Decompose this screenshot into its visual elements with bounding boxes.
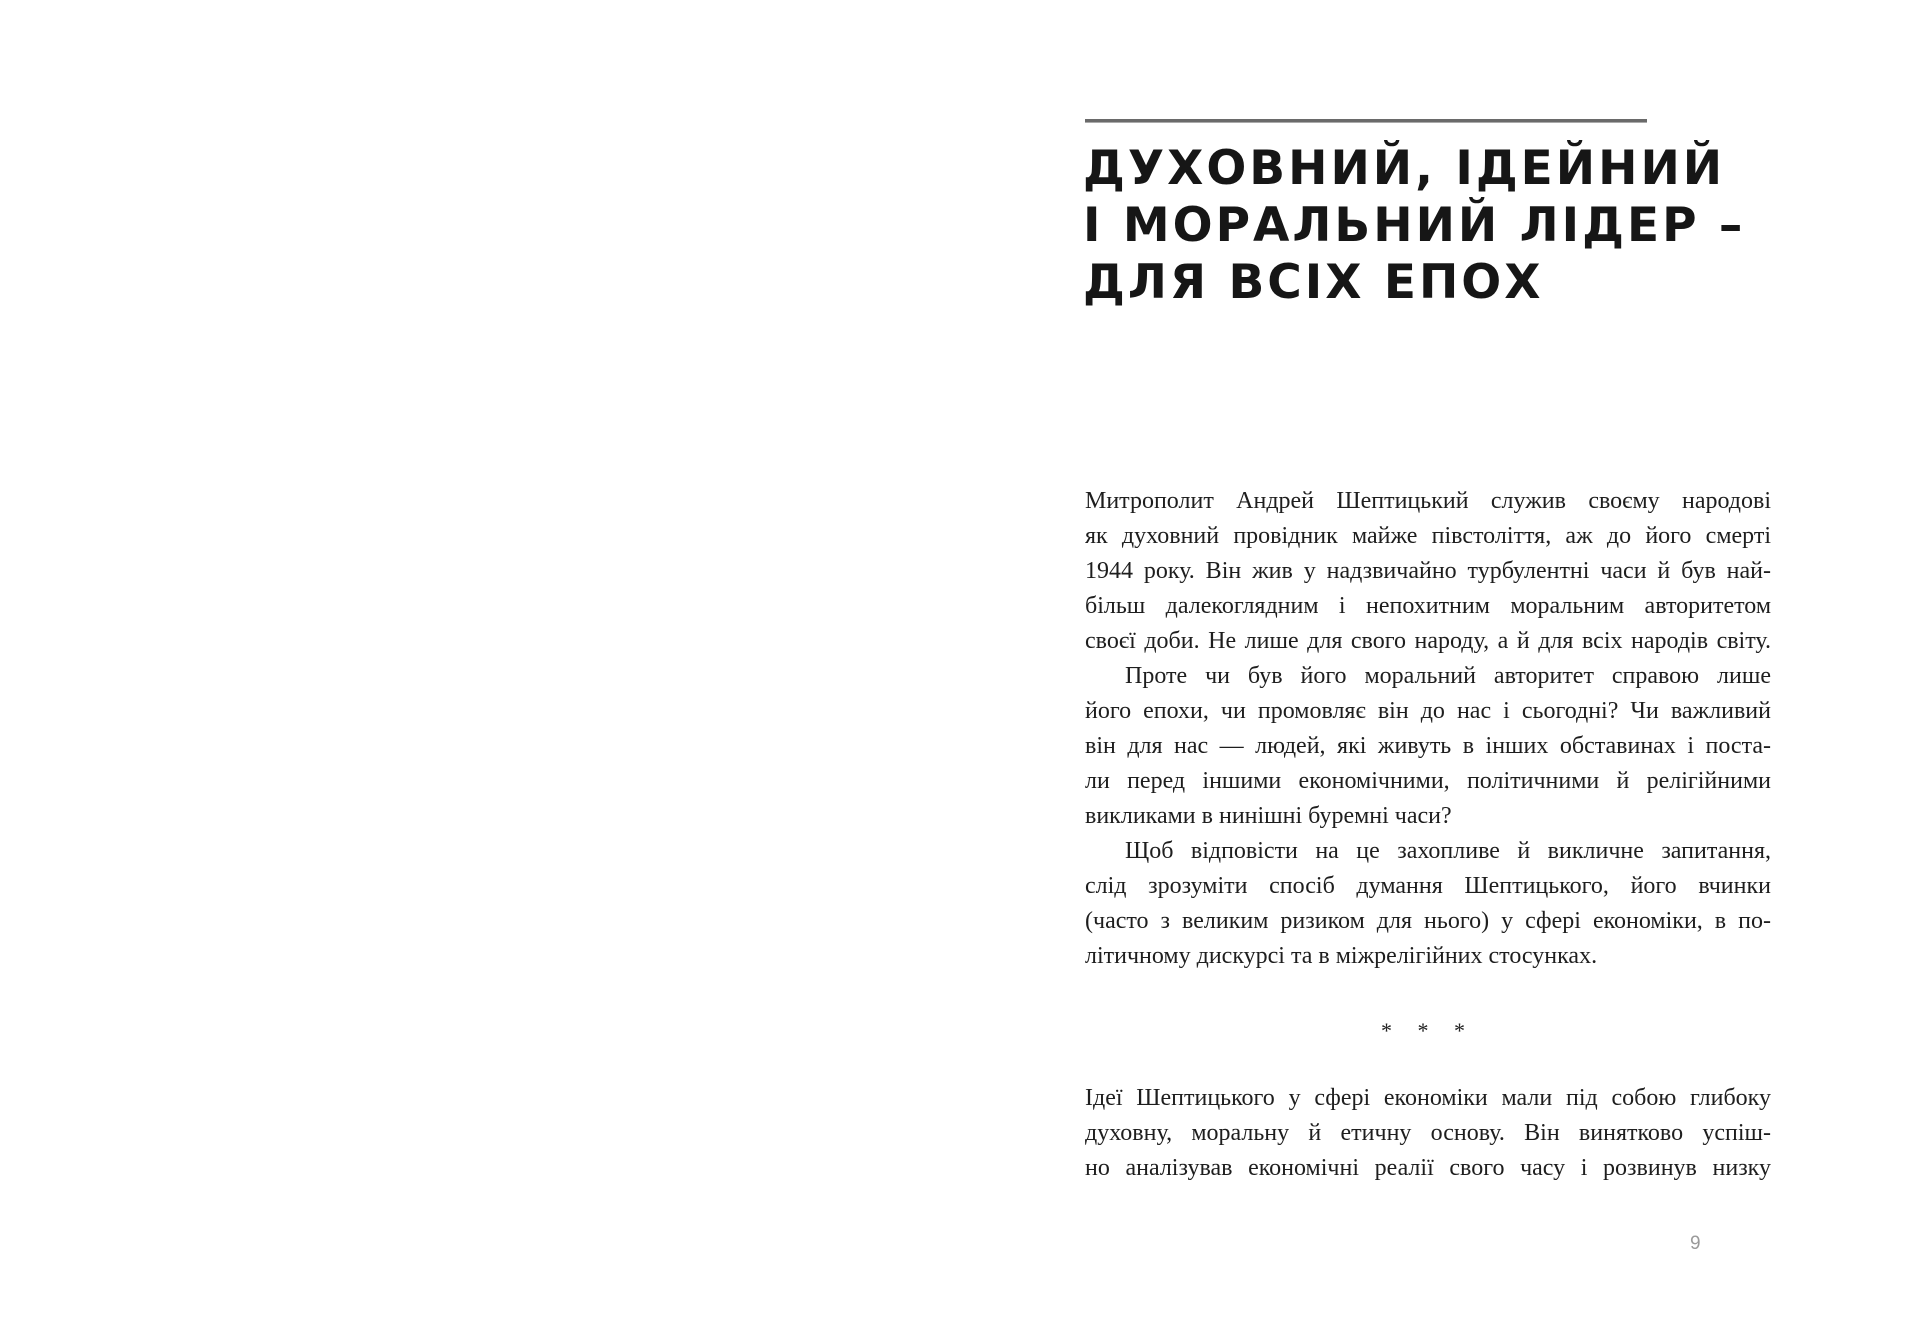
text-line: як духовний провідник майже півстоліття, аж до його смерті (1085, 523, 1771, 549)
text-line: Ідеї Шептицького у сфері економіки мали під собою глибоку (1085, 1085, 1771, 1111)
text-line: Проте чи був його моральний авторитет справою лише (1125, 663, 1771, 689)
text-line: його епохи, чи промовляє він до нас і сьогодні? Чи важливий (1085, 698, 1771, 724)
body-text-section-1 (1085, 484, 1771, 974)
text-line: 1944 року. Він жив у надзвичайно турбулентні часи й був най- (1085, 558, 1771, 584)
section-separator: * * * (1381, 1018, 1475, 1043)
text-line: більш далекоглядним і непохитним моральним авторитетом (1085, 593, 1771, 619)
chapter-title (1083, 140, 1843, 311)
heading-rule (1085, 119, 1647, 123)
text-line: слід зрозуміти спосіб думання Шептицького, його вчинки (1085, 873, 1771, 899)
text-line: ли перед іншими економічними, політичними й релігійними (1085, 768, 1771, 794)
text-line: літичному дискурсі та в міжрелігійних стосунках. (1085, 943, 1598, 969)
text-line: викликами в нинішні буремні часи? (1085, 803, 1452, 829)
body-text-section-2 (1085, 1081, 1771, 1186)
text-line: своєї доби. Не лише для свого народу, а й для всіх народів світу. (1085, 628, 1771, 654)
page-number: 9 (1690, 1233, 1701, 1254)
text-line: но аналізував економічні реалії свого часу і розвинув низку (1085, 1155, 1771, 1181)
text-line: (часто з великим ризиком для нього) у сфері економіки, в по- (1085, 908, 1771, 934)
text-line: Митрополит Андрей Шептицький служив своєму народові (1085, 488, 1771, 514)
chapter-title-line: ДЛЯ ВСІХ ЕПОХ (1083, 255, 1544, 310)
text-line: Щоб відповісти на це захопливе й викличне запитання, (1125, 838, 1771, 864)
text-line: він для нас — людей, які живуть в інших обставинах і поста- (1085, 733, 1771, 759)
chapter-title-line: ДУХОВНИЙ, ІДЕЙНИЙ (1083, 141, 1726, 196)
text-line: духовну, моральну й етичну основу. Він винятково успіш- (1085, 1120, 1771, 1146)
chapter-title-line: І МОРАЛЬНИЙ ЛІДЕР – (1083, 198, 1746, 253)
